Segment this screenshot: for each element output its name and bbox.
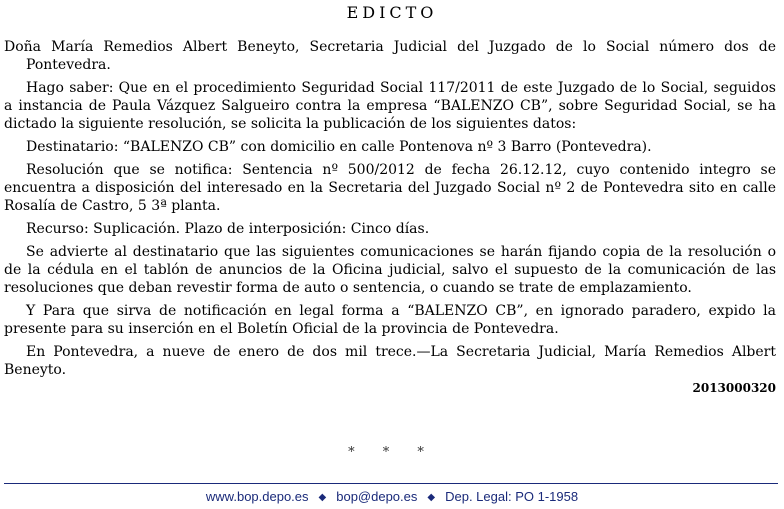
paragraph-notice: Hago saber: Que en el procedimiento Seguridad Social 117/2011 de este Juzgado de lo Social, seguidos a instancia de Paula Vázquez Salgueiro contra la empresa “BALENZO CB”, sobre Seguridad Social, se ha dictado la siguiente resolución, se solicita la publicación de los siguientes datos: (4, 80, 776, 132)
paragraph-notification: Y Para que sirva de notificación en legal forma a “BALENZO CB”, en ignorado paradero, expido la presente para su inserción en el Boletín Oficial de la provincia de Pontevedra. (4, 303, 776, 337)
document-title: EDICTO (346, 3, 438, 22)
diamond-icon: ◆ (427, 492, 436, 503)
paragraph-recipient: Destinatario: “BALENZO CB” con domicilio en calle Pontenova nº 3 Barro (Pontevedra). (26, 139, 652, 155)
separator-stars: * * * (348, 445, 436, 460)
diamond-icon: ◆ (318, 492, 327, 503)
edict-body (4, 38, 776, 397)
paragraph-appeal: Recurso: Suplicación. Plazo de interposición: Cinco días. (26, 221, 430, 237)
paragraph-resolution: Resolución que se notifica: Sentencia nº 500/2012 de fecha 26.12.12, cuyo contenido integro se encuentra a disposición del interesado en la Secretaria del Juzgado Social nº 2 de Pontevedra sito en calle Rosalía de Castro, 5 3ª planta. (4, 162, 776, 214)
footer-email-link[interactable]: bop@depo.es (336, 489, 418, 504)
reference-line (4, 379, 776, 397)
footer (0, 488, 784, 508)
reference-code: 2013000320 (692, 381, 776, 395)
paragraph-signoff: En Pontevedra, a nueve de enero de dos mil trece.—La Secretaria Judicial, María Remedios Albert Beneyto. (4, 344, 776, 378)
paragraph-issuer: Doña María Remedios Albert Beneyto, Secretaria Judicial del Juzgado de lo Social número dos de Pontevedra. (4, 39, 776, 73)
footer-legal-deposit: Dep. Legal: PO 1-1958 (445, 489, 579, 504)
footer-website-link[interactable]: www.bop.depo.es (205, 489, 309, 504)
footer-divider (4, 483, 778, 484)
paragraph-warning: Se advierte al destinatario que las siguientes comunicaciones se harán fijando copia de la resolución o de la cédula en el tablón de anuncios de la Oficina judicial, salvo el supuesto de la comunicación de las resoluciones que deban revestir forma de auto o sentencia, o cuando se trate de emplazamiento. (4, 244, 776, 296)
